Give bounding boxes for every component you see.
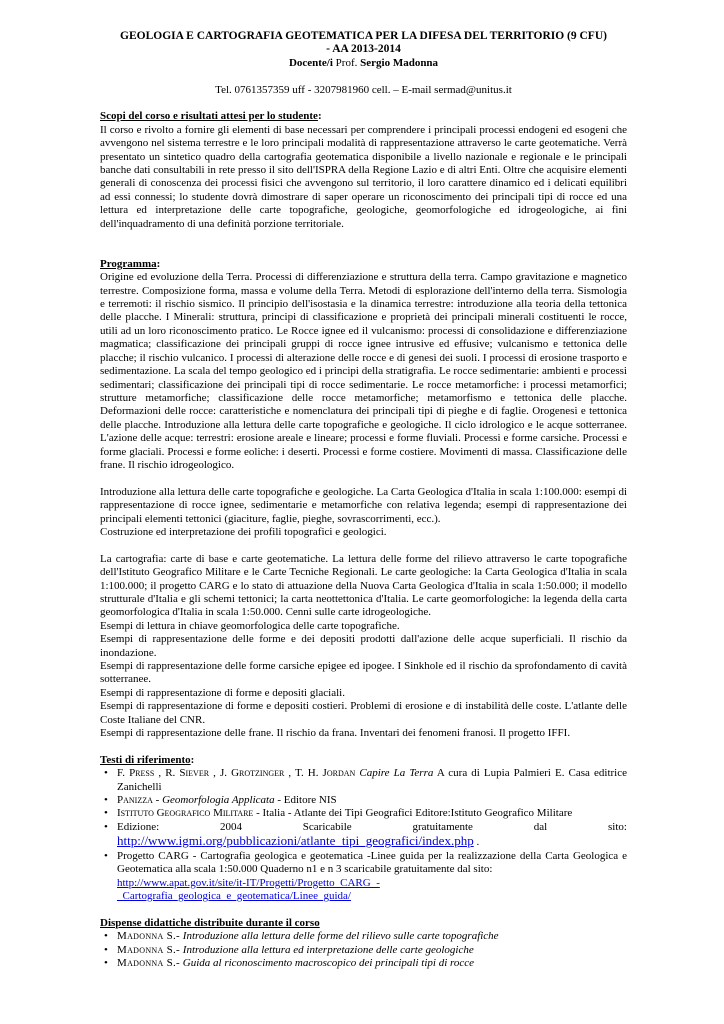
testi-heading: Testi di riferimento: — [100, 753, 195, 766]
testi-item-panizza-author: Panizza — [117, 794, 153, 807]
testi-item-panizza-title: Geomorfologia Applicata — [162, 794, 275, 807]
scopi-body: Il corso e rivolto a fornire gli elementi di base necessari per comprendere i principali processi endogeni ed esogeni che avvengono nel sistema terrestre e le loro principali modalità di rappresentazione attraverso le carte geotematiche. Verrà presentato un sintetico quadro della cartografia geotematica disponibile a livello nazionale e regionale e le principali banche dati consultabili in rete presso il sito dell'ISPRA della Regione Lazio e di altri Enti. Oltre che acquisire elementi generali di conoscenza dei processi fisici che avvengono sul territorio, il loro carattere dinamico ed i delicati equilibri ad essi connessi; lo studente dovrà dimostrare di saper operare un riconoscimento dei principali tipi di rocce ed una lettura ed interpretazione delle carte topografiche, geologiche, geomorfologiche ed idrogeologiche, ai fini dell'inquadramento di una definità porzione territoriale. — [100, 123, 627, 230]
dispense-item-1 — [100, 930, 627, 943]
programma-para1: Origine ed evoluzione della Terra. Processi di differenziazione e struttura della terra. Campo gravitazione e magnetico terrestre. Composizione forma, massa e volume della Terra. Metodi di esplorazione dell'interno della terra. Sismologia e terremoti: il rischio sismico. Il principio dell'isostasia e la dinamica terrestre: introduzione alla teoria della tettonica delle placche. I Minerali: struttura, principi di classificazione e proprietà dei principali minerali costituenti le rocce, utili ad un loro riconoscimento pratico. Le Rocce ignee ed il vulcanismo: processi di consolidazione e differenziazione magmatica; classificazione dei principali gruppi di rocce ignee intrusive ed effusive; vulcanismo e tettonica delle placche; il rischio vulcanico. I processi di alterazione delle rocce e di genesi dei suoli. I processi di erosione trasporto e sedimentazione. La scala del tempo geologico ed i principi della stratigrafia. Le rocce sedimentarie: ambienti e processi sedimentari; classificazione dei principali tipi di rocce sedimentarie. Le rocce metamorfiche: i processi metamorfici; strutture metamorfiche; classificazione delle rocce metamorfiche; metamorfismo e tettonica delle placche. Deformazioni delle rocce: caratteristiche e nomenclatura dei principali tipi di pieghe e di faglie. Orogenesi e tettonica delle placche. Introduzione alla lettura delle carte topografiche e geologiche. Il ciclo idrologico e le acque sotterranee. L'azione delle acque: terrestri: erosione areale e lineare; processi e forme fluviali. Processi e forme carsiche. Processi e forme glaciali. Processi e forme eoliche: i deserti. Processi e forme costiere. Movimenti di massa. Classificazione delle frane. Il rischio idrogeologico. — [100, 271, 627, 471]
igmi-link[interactable]: http://www.igmi.org/pubblicazioni/atlante_tipi_geografici/index.php — [117, 833, 474, 849]
testi-item-press-authors: F. Press , R. Siever , J. Grotzinger , T. H. Jordan — [117, 767, 356, 780]
programma-heading: Programma: — [100, 257, 161, 270]
programma-para2: Introduzione alla lettura delle carte topografiche e geologiche. La Carta Geologica d'Italia in scala 1:100.000: esempi di rappresentazione di rocce ignee, sedimentarie e metamorfiche con relativa legenda; esempi di rappresentazione dei principali elementi tettonici (giaciture, faglie, pieghe, sovrascorrimenti, ecc.). — [100, 485, 627, 525]
dispense-item-2 — [100, 944, 627, 957]
course-title-line1: GEOLOGIA E CARTOGRAFIA GEOTEMATICA PER LA DIFESA DEL TERRITORIO (9 CFU) — [120, 30, 607, 42]
docente-prof: Prof. — [335, 56, 358, 69]
programma-para3: La cartografia: carte di base e carte geotematiche. La lettura delle forme del rilievo attraverso le carte topografiche dell'Istituto Geografico Militare e le Carte Tecniche Regionali. Le carte geologiche: la Carta Geologica d'Italia in scala 1:100.000; il progetto CARG e lo stato di attuazione della Nuova Carta Geologica d'Italia in scala 1:50.000; il modello strutturale d'Italia e gli schemi tettonici; la carta neottettonica d'Italia. Le carte geomorfologiche: la legenda della carta geomorfologica d'Italia in scala 1:50.000. Cenni sulle carte idrogeologiche. — [100, 552, 627, 619]
carg-text: • Progetto CARG - Cartografia geologica e geotematica -Linee guida per la realizzazione della Carta Geologica e Geotematica alla scala 1:50.000 Quaderno n1 e n 3 scaricabile gratuitamente dal sito: — [117, 849, 627, 876]
testi-item-igm — [100, 807, 627, 820]
dispense-item-3-title: Guida al riconoscimento macroscopico dei principali tipi di rocce — [182, 956, 475, 969]
course-title-line2: - AA 2013-2014 — [326, 43, 401, 56]
dispense-item-2-author: Madonna S.- — [117, 943, 181, 956]
igmi-link-line: http://www.igmi.org/pubblicazioni/atlante_tipi_geografici/index.php . — [117, 833, 480, 849]
testi-item-press-title: Capire La Terra — [359, 767, 434, 780]
dispense-heading: Dispense didattiche distribuite durante il corso — [100, 916, 320, 929]
testi-item-igm-rest: - Italia - Atlante dei Tipi Geografici Editore:Istituto Geografico Militare — [256, 807, 573, 820]
programma-esempi-1: Esempi di lettura in chiave geomorfologica delle carte topografiche. — [100, 619, 400, 632]
docente-line — [100, 57, 627, 70]
testi-list — [100, 767, 627, 903]
dispense-item-1-author: Madonna S.- — [117, 930, 181, 943]
dispense-list — [100, 930, 627, 970]
testi-item-edizione — [100, 821, 627, 850]
testi-item-carg — [100, 850, 627, 904]
apat-link-block — [117, 877, 627, 904]
testi-item-panizza-rest: - Editore NIS — [277, 794, 337, 807]
dispense-item-3 — [100, 957, 627, 970]
programma-para2b: Costruzione ed interpretazione dei profili topografici e geologici. — [100, 525, 387, 538]
programma-esempi-5: Esempi di rappresentazione di forme e depositi costieri. Problemi di erosione e di instabilità delle coste. L'atlante delle Coste Italiane del CNR. — [100, 700, 627, 726]
apat-link[interactable]: http://www.apat.gov.it/site/it-IT/Progetti/Progetto_CARG_- _Cartografia_geologica_e_geotematica/Linee_guida/ — [117, 876, 380, 902]
docente-name: Sergio Madonna — [360, 56, 439, 69]
testi-item-press-rest: A cura di Lupia Palmieri E. Casa editrice Zanichelli — [117, 767, 627, 793]
scopi-heading: Scopi del corso e risultati attesi per lo studente: — [100, 110, 322, 123]
testi-item-igm-author: Istituto Geografico Militare — [117, 807, 254, 820]
testi-item-panizza: • Panizza - Geomorfologia Applicata - Editore NIS — [100, 794, 627, 807]
dispense-item-2-title: Introduzione alla lettura ed interpretazione delle carte geologiche — [182, 943, 474, 956]
dispense-item-1-title: Introduzione alla lettura delle forme del rilievo sulle carte topografiche — [182, 930, 499, 943]
docente-label: Docente/i — [288, 56, 333, 69]
programma-esempi-4: Esempi di rappresentazione di forme e depositi glaciali. — [100, 686, 345, 699]
programma-esempi-2: Esempi di rappresentazione delle forme e dei depositi prodotti dall'azione delle acque superficiali. Il rischio da inondazione. — [100, 633, 627, 659]
programma-esempi-3: Esempi di rappresentazione delle forme carsiche epigee ed ipogee. I Sinkhole ed il rischio da sprofondamento di cavità sotterranee. — [100, 660, 627, 686]
testi-item-press — [100, 767, 627, 794]
programma-esempi-6: Esempi di rappresentazione delle frane. Il rischio da frana. Inventari dei fenomeni franosi. Il progetto IFFI. — [100, 727, 571, 740]
contact-line: Tel. 0761357359 uff - 3207981960 cell. – E-mail sermad@unitus.it — [215, 83, 512, 96]
document-content — [100, 30, 627, 970]
edizione-line: • Edizione: 2004 Scaricabile gratuitamente dal sito: — [117, 820, 627, 833]
dispense-item-3-author: Madonna S.- — [117, 956, 181, 969]
